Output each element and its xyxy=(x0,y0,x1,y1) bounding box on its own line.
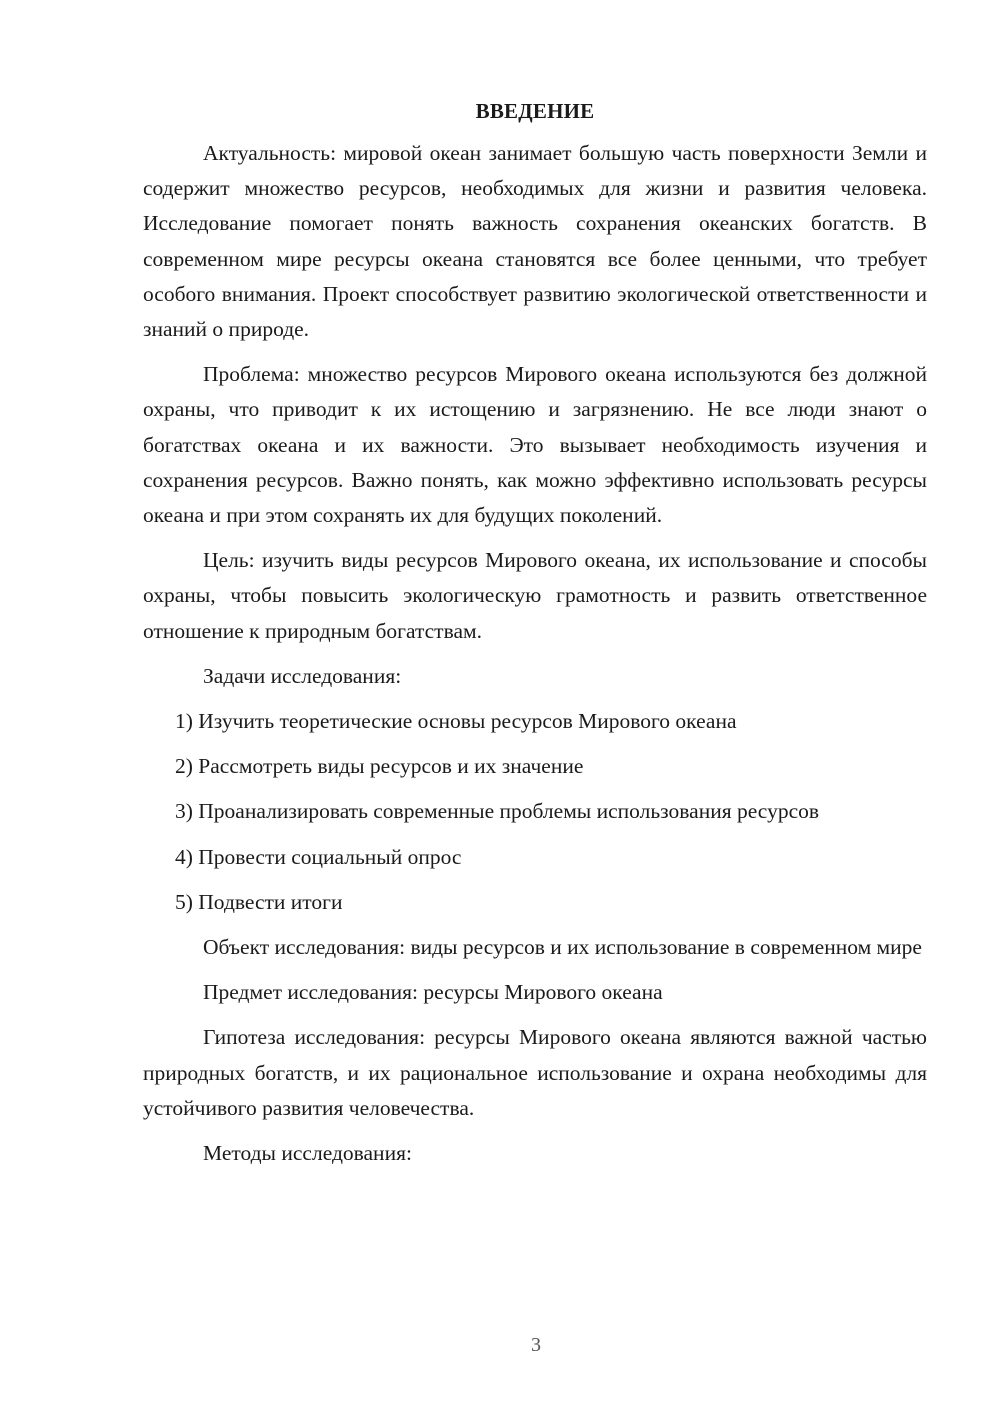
subject-paragraph: Предмет исследования: ресурсы Мирового океана xyxy=(203,980,663,1005)
hypothesis-paragraph: Гипотеза исследования: ресурсы Мирового океана являются важной частью природных богатств, и их рациональное использование и охрана необходимы для устойчивого развития человечества. xyxy=(143,1025,927,1120)
page-number: 3 xyxy=(531,1334,541,1356)
methods-heading: Методы исследования: xyxy=(203,1141,412,1166)
section-title: ВВЕДЕНИЕ xyxy=(475,99,595,123)
problem-paragraph: Проблема: множество ресурсов Мирового океана используются без должной охраны, что приводит к их истощению и загрязнению. Не все люди знают о богатствах океана и их важности. Это вызывает необходимость изучения и сохранения ресурсов. Важно понять, как можно эффективно использовать ресурсы океана и при этом сохранять их для будущих поколений. xyxy=(143,362,927,528)
list-item: 4) Провести социальный опрос xyxy=(175,844,462,869)
relevance-paragraph: Актуальность: мировой океан занимает большую часть поверхности Земли и содержит множество ресурсов, необходимых для жизни и развития человека. Исследование помогает понять важность сохранения океанских богатств. В современном мире ресурсы океана становятся все более ценными, что требует особого внимания. Проект способствует развитию экологической ответственности и знаний о природе. xyxy=(143,141,927,342)
tasks-list xyxy=(143,704,927,920)
list-item: 5) Подвести итоги xyxy=(175,889,343,914)
tasks-heading: Задачи исследования: xyxy=(203,663,402,688)
list-item: 3) Проанализировать современные проблемы использования ресурсов xyxy=(175,799,820,824)
object-paragraph: Объект исследования: виды ресурсов и их использование в современном мире xyxy=(203,935,922,960)
list-item: 2) Рассмотреть виды ресурсов и их значение xyxy=(175,754,584,779)
document-page xyxy=(143,96,927,1181)
list-item: 1) Изучить теоретические основы ресурсов Мирового океана xyxy=(175,709,737,734)
goal-paragraph: Цель: изучить виды ресурсов Мирового океана, их использование и способы охраны, чтобы повысить экологическую грамотность и развить ответственное отношение к природным богатствам. xyxy=(143,548,927,643)
